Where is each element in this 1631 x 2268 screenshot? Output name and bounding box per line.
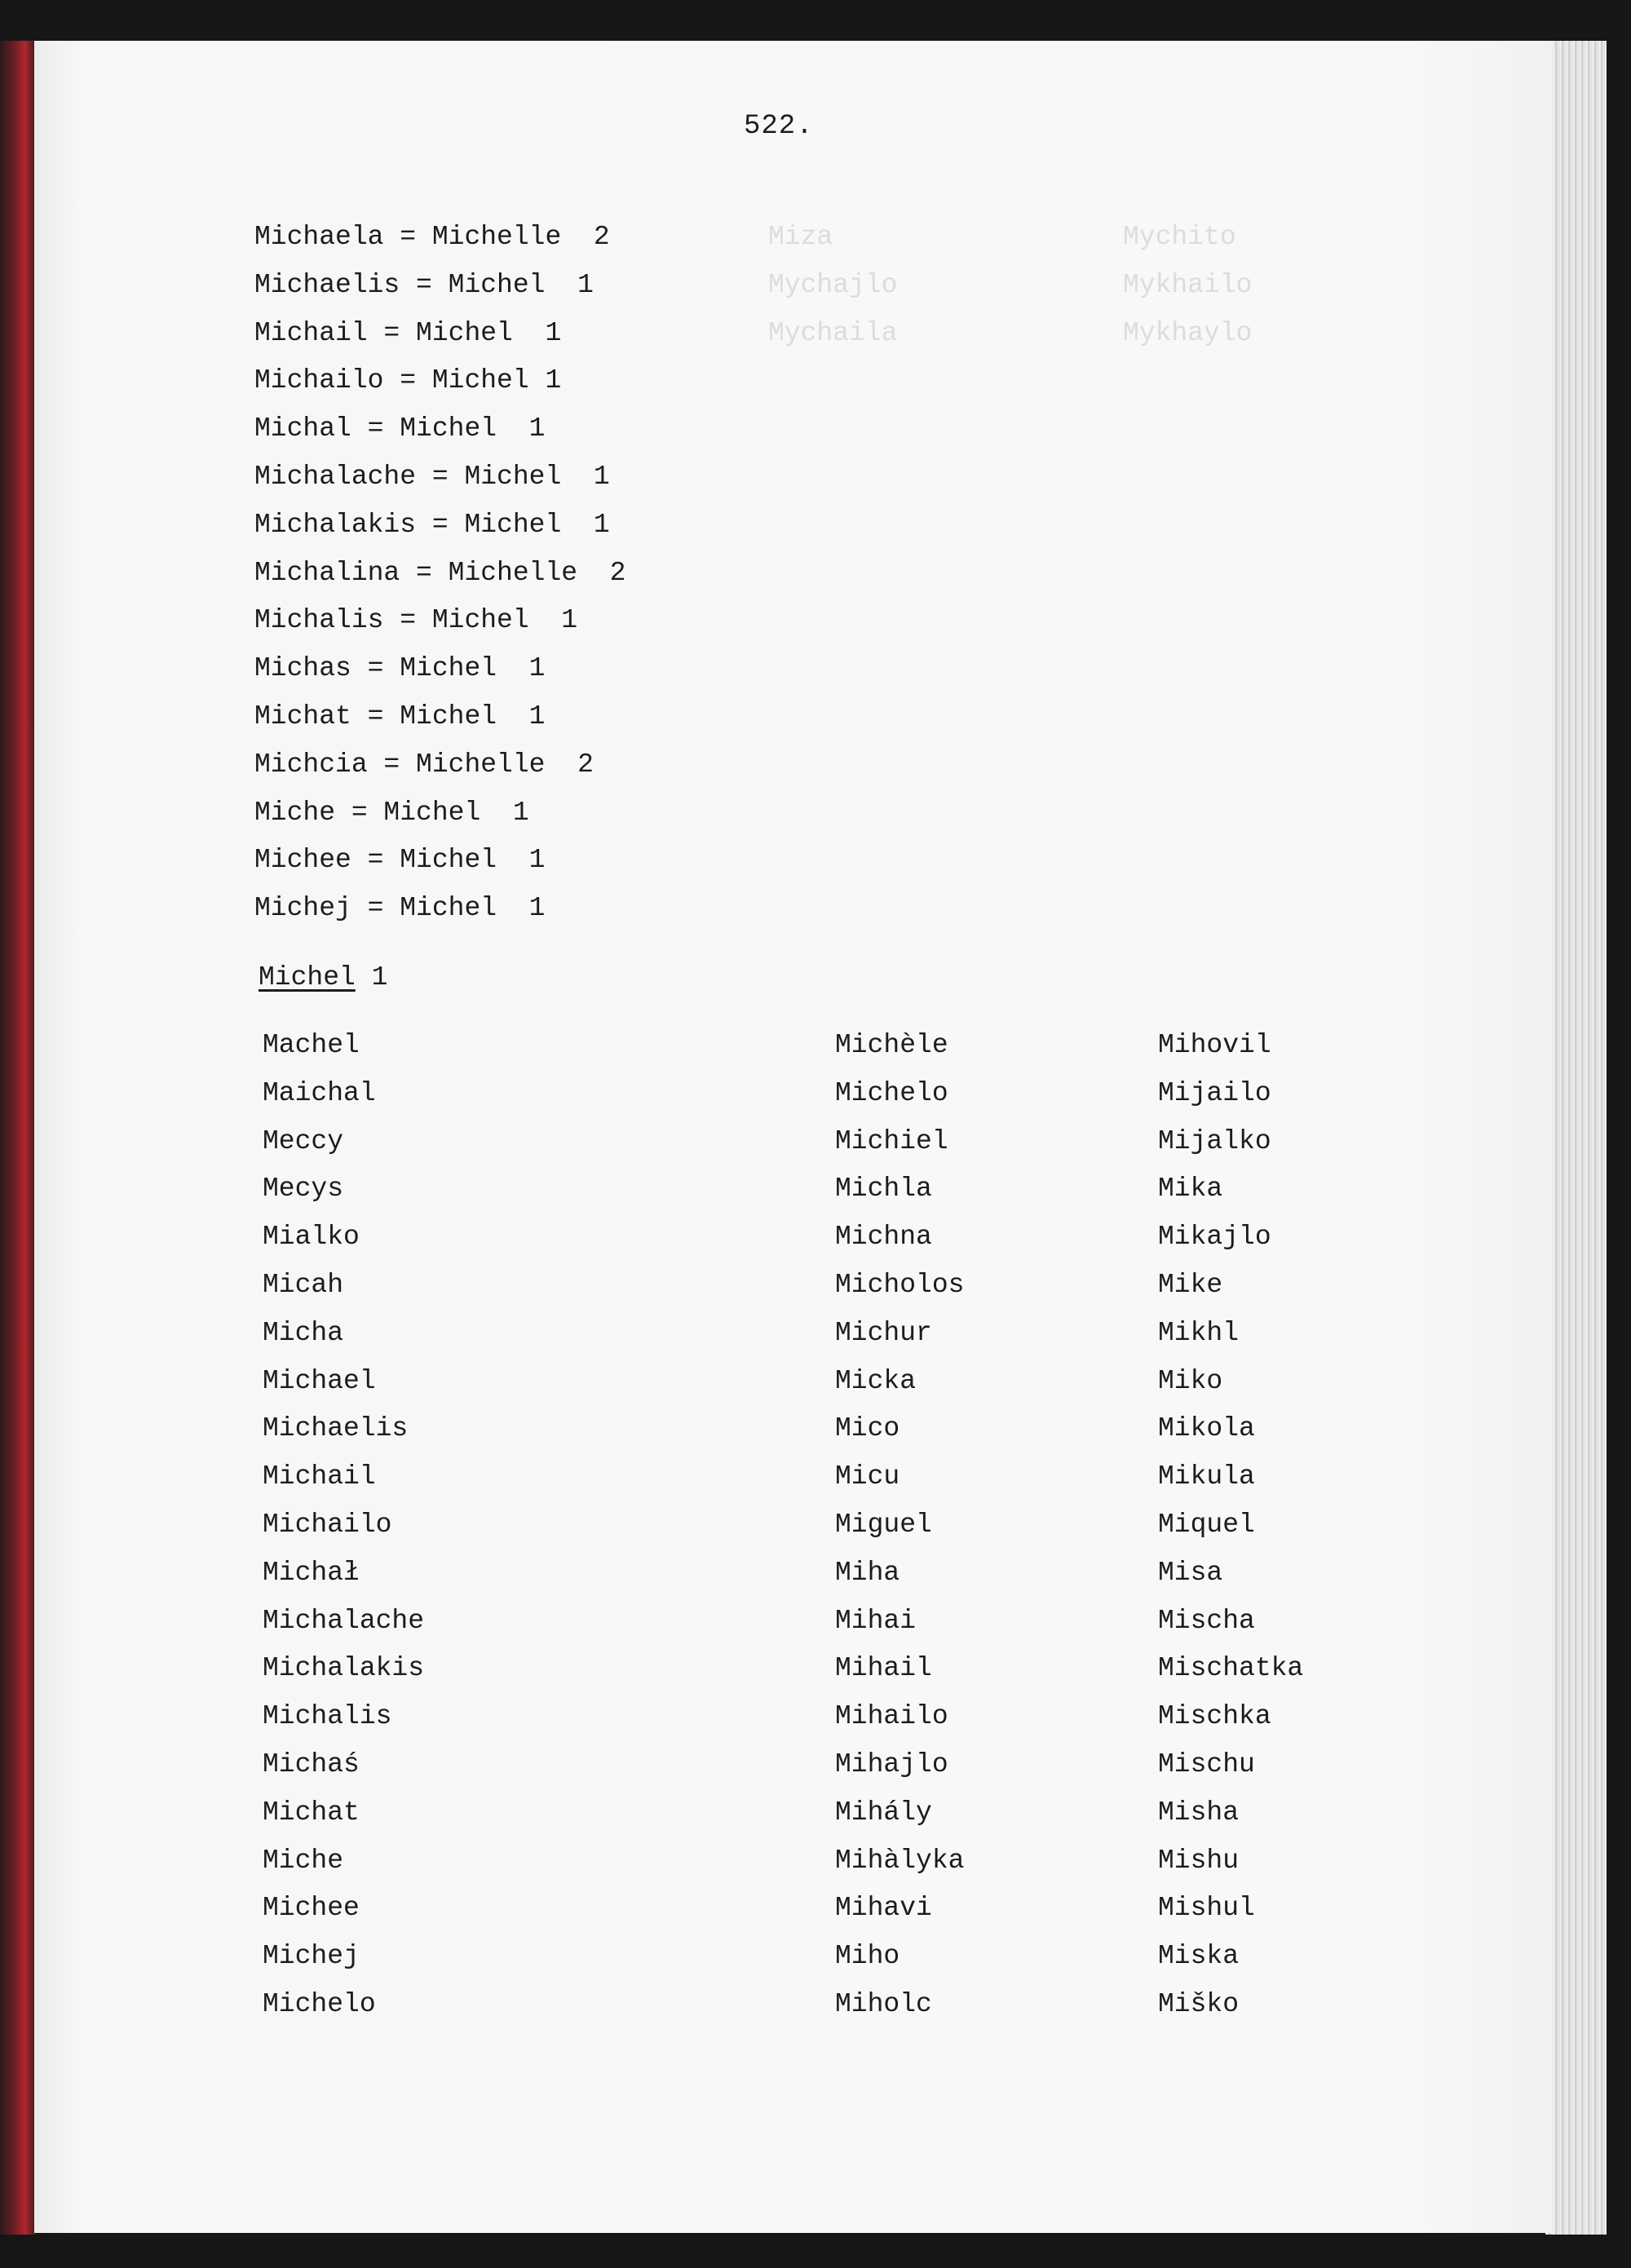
variant-name: Michał: [263, 1557, 360, 1588]
bleed-through-text: Mykhaylo: [1123, 318, 1253, 348]
variant-name: Miholc: [835, 1988, 932, 2019]
equivalence-entry: Michal = Michel 1: [254, 413, 546, 444]
variant-column-3: [1158, 1022, 1303, 2029]
variant-name: Michaś: [263, 1749, 360, 1779]
variant-name: Mihail: [835, 1653, 932, 1684]
equivalence-entry: Michail = Michel 1: [254, 317, 562, 348]
variant-name: Micah: [263, 1269, 344, 1300]
variant-name: Michla: [835, 1174, 932, 1205]
variant-name: Miguel: [835, 1509, 932, 1540]
variant-name: Mikhl: [1158, 1317, 1240, 1348]
variant-name: Misa: [1158, 1557, 1223, 1588]
equivalence-entry: Michcia = Michelle 2: [254, 749, 594, 780]
variant-name: Michna: [835, 1222, 932, 1253]
variant-name: Misha: [1158, 1797, 1240, 1828]
page-stack-edge: [1545, 41, 1607, 2235]
variant-name: Michee: [263, 1893, 360, 1924]
variant-name: Miska: [1158, 1941, 1240, 1972]
variant-name: Micholos: [835, 1269, 965, 1300]
variant-name: Machel: [263, 1030, 360, 1060]
variant-name: Mikola: [1158, 1413, 1255, 1444]
variant-name: Michael: [263, 1365, 376, 1396]
variant-column-2: [835, 1022, 964, 2029]
variant-name: Mike: [1158, 1269, 1223, 1300]
equivalence-list: [254, 214, 625, 933]
equivalence-entry: Michas = Michel 1: [254, 653, 546, 684]
equivalence-entry: Michaela = Michelle 2: [254, 222, 610, 252]
variant-name: Mishu: [1158, 1845, 1240, 1876]
variant-name: Mijalko: [1158, 1125, 1271, 1156]
variant-name: Mishul: [1158, 1893, 1255, 1924]
variant-name: Micu: [835, 1461, 900, 1492]
variant-name: Mihavi: [835, 1893, 932, 1924]
variant-name: Micha: [263, 1317, 344, 1348]
equivalence-entry: Michat = Michel 1: [254, 701, 546, 732]
variant-name: Mihovil: [1158, 1030, 1271, 1060]
book-cover-edge: [0, 41, 36, 2235]
section-heading: [259, 962, 387, 993]
variant-name: Mihailo: [835, 1701, 948, 1732]
variant-name: Mihàlyka: [835, 1845, 965, 1876]
variant-name: Michiel: [835, 1125, 948, 1156]
variant-name: Mecys: [263, 1174, 344, 1205]
heading-name: Michel: [259, 962, 356, 993]
variant-name: Miško: [1158, 1988, 1240, 2019]
variant-name: Michaelis: [263, 1413, 409, 1444]
variant-name: Maichal: [263, 1077, 376, 1108]
variant-name: Michail: [263, 1461, 376, 1492]
bleed-through-text: Mykhailo: [1123, 270, 1253, 300]
equivalence-entry: Michalache = Michel 1: [254, 461, 610, 492]
variant-name: Michalis: [263, 1701, 392, 1732]
variant-name: Michelo: [263, 1988, 376, 2019]
bleed-through-text: Mychajlo: [768, 270, 898, 300]
variant-name: Miho: [835, 1941, 900, 1972]
variant-name: Mialko: [263, 1222, 360, 1253]
bleed-through-text: Mychito: [1123, 222, 1236, 252]
variant-name: Michèle: [835, 1030, 948, 1060]
variant-name: Miko: [1158, 1365, 1223, 1396]
variant-name: Meccy: [263, 1125, 344, 1156]
variant-name: Mikajlo: [1158, 1222, 1271, 1253]
variant-name: Michej: [263, 1941, 360, 1972]
document-page: [34, 41, 1553, 2233]
bleed-through-text: Miza: [768, 222, 833, 252]
variant-name: Michat: [263, 1797, 360, 1828]
variant-name: Mischu: [1158, 1749, 1255, 1779]
page-number: 522.: [744, 111, 814, 142]
bleed-through-text: Mychaila: [768, 318, 898, 348]
equivalence-entry: Michalakis = Michel 1: [254, 509, 610, 540]
variant-name: Mihajlo: [835, 1749, 948, 1779]
variant-name: Miha: [835, 1557, 900, 1588]
variant-name: Michailo: [263, 1509, 392, 1540]
variant-name: Michalakis: [263, 1653, 425, 1684]
variant-name: Mikula: [1158, 1461, 1255, 1492]
equivalence-entry: Michalina = Michelle 2: [254, 557, 626, 588]
equivalence-entry: Michaelis = Michel 1: [254, 269, 594, 300]
variant-name: Michalache: [263, 1605, 425, 1636]
variant-name: Mischa: [1158, 1605, 1255, 1636]
variant-name: Mico: [835, 1413, 900, 1444]
equivalence-entry: Michalis = Michel 1: [254, 605, 578, 636]
variant-name: Mijailo: [1158, 1077, 1271, 1108]
variant-name: Miquel: [1158, 1509, 1255, 1540]
equivalence-entry: Michailo = Michel 1: [254, 365, 562, 396]
equivalence-entry: Michej = Michel 1: [254, 893, 546, 924]
variant-name: Mischka: [1158, 1701, 1271, 1732]
variant-column-1: [263, 1022, 424, 2029]
variant-name: Michelo: [835, 1077, 948, 1108]
variant-name: Mihály: [835, 1797, 932, 1828]
heading-count: 1: [371, 962, 388, 993]
variant-name: Mischatka: [1158, 1653, 1304, 1684]
equivalence-entry: Michee = Michel 1: [254, 845, 546, 876]
variant-name: Mihai: [835, 1605, 917, 1636]
variant-name: Mika: [1158, 1174, 1223, 1205]
variant-name: Micka: [835, 1365, 917, 1396]
variant-name: Miche: [263, 1845, 344, 1876]
variant-name: Michur: [835, 1317, 932, 1348]
equivalence-entry: Miche = Michel 1: [254, 797, 529, 828]
